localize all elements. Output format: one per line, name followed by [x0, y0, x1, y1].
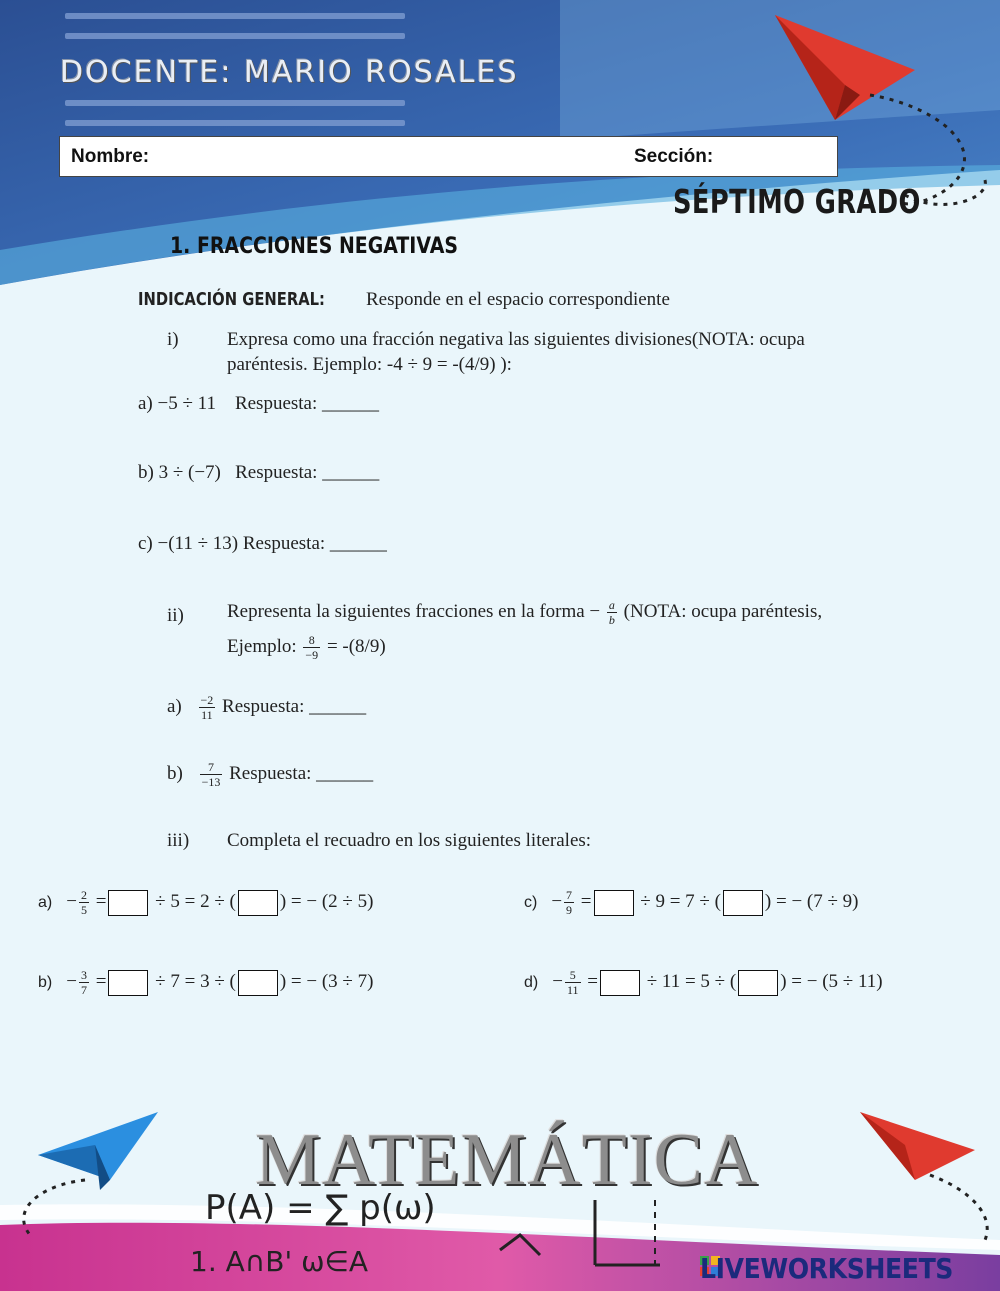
equation-middle: ÷ 5 = 2 ÷ (	[155, 890, 236, 912]
fraction-numerator: 2	[80, 888, 87, 902]
equation-end: ) = − (2 ÷ 5)	[279, 890, 374, 912]
example-label: Ejemplo:	[227, 635, 297, 657]
equation-end: ) = − (3 ÷ 7)	[279, 970, 374, 992]
equation-label: d)	[524, 973, 539, 991]
form-numerator: a	[608, 598, 615, 612]
part-iii-number: iii)	[167, 830, 190, 851]
item-a-label: a)	[167, 695, 182, 717]
part-iii-text: Completa el recuadro en los siguientes literales:	[227, 830, 592, 851]
item-b-fraction	[200, 760, 223, 789]
answer-box[interactable]	[600, 970, 640, 996]
item-a-numerator: −2	[200, 693, 214, 707]
example-denominator: −9	[305, 648, 319, 662]
answer-box[interactable]	[238, 890, 278, 916]
equation-label: a)	[38, 893, 53, 911]
probability-doodle: P(A) = ∑ p(ω)	[205, 1188, 436, 1228]
equation-middle: ÷ 11 = 5 ÷ (	[646, 970, 737, 992]
item-b-label: b)	[167, 762, 183, 784]
part-ii-number: ii)	[167, 605, 184, 626]
part-ii-example	[227, 633, 386, 662]
part-i-item-b: b) 3 ÷ (−7) Respuesta: ______	[138, 462, 380, 483]
item-b-denominator: −13	[201, 775, 221, 789]
answer-box[interactable]	[723, 890, 763, 916]
part-i-text-line1: Expresa como una fracción negativa las siguientes divisiones(NOTA: ocupa	[227, 329, 805, 350]
equation-d: d) − $\frac{5}{11}$ = ÷ 11 = 5 ÷ ( ) = − (5 ÷ 11)	[524, 968, 883, 997]
fraction-numerator: 7	[566, 888, 573, 902]
example-numerator: 8	[303, 633, 320, 648]
equation-middle: ÷ 9 = 7 ÷ (	[640, 890, 721, 912]
equation-middle: ÷ 7 = 3 ÷ (	[155, 970, 236, 992]
equation-b: b) − $\frac{3}{7}$ = ÷ 7 = 3 ÷ ( ) = − (3 ÷ 7)	[38, 968, 374, 997]
part-ii-item-b	[167, 760, 373, 789]
answer-box[interactable]	[594, 890, 634, 916]
form-fraction	[607, 598, 617, 627]
teacher-name: DOCENTE: MARIO ROSALES	[60, 55, 519, 90]
indication-text: Responde en el espacio correspondiente	[365, 289, 670, 310]
general-indication	[138, 289, 670, 311]
form-denominator: b	[608, 613, 615, 627]
equation-end: ) = − (7 ÷ 9)	[764, 890, 859, 912]
equation-label: c)	[524, 893, 538, 911]
page-title: 1. FRACCIONES NEGATIVAS	[170, 234, 458, 259]
item-b-numerator: 7	[200, 760, 223, 775]
item-b-answer: Respuesta: ______	[229, 762, 374, 784]
answer-box[interactable]	[238, 970, 278, 996]
part-i-item-c: c) −(11 ÷ 13) Respuesta: ______	[138, 533, 387, 554]
example-result: = -(8/9)	[326, 635, 386, 657]
equation-end: ) = − (5 ÷ 11)	[780, 970, 883, 992]
indication-label: INDICACIÓN GENERAL:	[138, 289, 325, 310]
equation-fraction	[564, 888, 574, 917]
subject-title: MATEMÁTICA	[255, 1119, 759, 1201]
fraction-denominator: 7	[80, 983, 87, 997]
name-section-box	[59, 136, 838, 177]
equation-fraction	[565, 968, 581, 997]
equation-fraction	[79, 888, 89, 917]
item-a-answer: Respuesta: ______	[222, 695, 367, 717]
fraction-numerator: 3	[80, 968, 87, 982]
part-i-item-a: a) −5 ÷ 11 Respuesta: ______	[138, 393, 380, 414]
answer-box[interactable]	[108, 890, 148, 916]
fraction-denominator: 11	[566, 983, 579, 997]
example-fraction	[303, 633, 320, 662]
answer-box[interactable]	[108, 970, 148, 996]
fraction-denominator: 5	[80, 903, 87, 917]
part-ii-item-a	[167, 693, 366, 722]
part-ii-text-b: (NOTA: ocupa paréntesis,	[623, 600, 823, 622]
item-a-fraction	[199, 693, 216, 722]
equation-fraction	[79, 968, 89, 997]
section-label: Sección:	[634, 146, 714, 167]
equation-c: c) − $\frac{7}{9}$ = ÷ 9 = 7 ÷ ( ) = − (7 ÷ 9)	[524, 888, 859, 917]
item-a-denominator: 11	[201, 708, 213, 722]
liveworksheets-brand[interactable]: LIVEWORKSHEETS	[700, 1252, 954, 1285]
sets-doodle: 1. A∩B' ω∈A	[190, 1245, 369, 1278]
fraction-numerator: 5	[565, 968, 581, 983]
part-ii-text-line1	[227, 598, 822, 627]
answer-box[interactable]	[738, 970, 778, 996]
name-label: Nombre:	[71, 146, 150, 167]
part-ii-text-a: Representa la siguientes fracciones en la forma −	[227, 600, 601, 622]
part-i-text-line2: paréntesis. Ejemplo: -4 ÷ 9 = -(4/9) ):	[227, 354, 512, 375]
equation-label: b)	[38, 973, 53, 991]
equation-a: a) − $\frac{2}{5}$ = ÷ 5 = 2 ÷ ( ) = − (2 ÷ 5)	[38, 888, 374, 917]
part-i-number: i)	[167, 329, 179, 350]
grade-title: SÉPTIMO GRADO	[673, 182, 921, 221]
fraction-denominator: 9	[566, 903, 573, 917]
